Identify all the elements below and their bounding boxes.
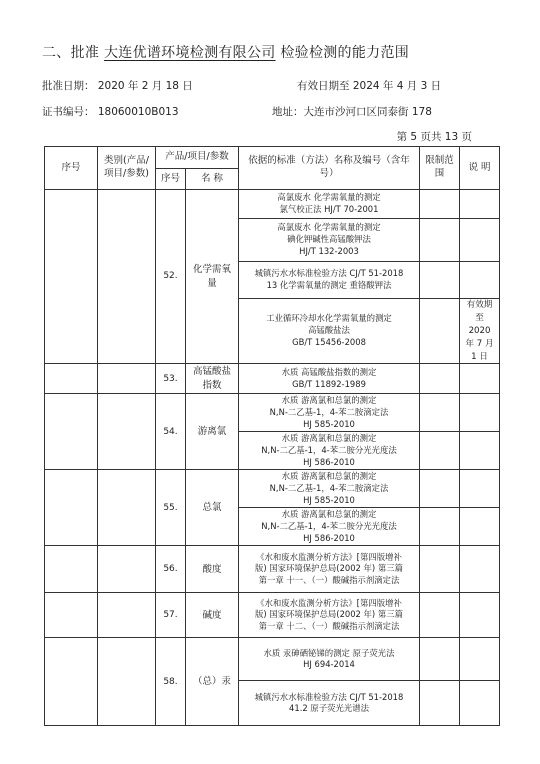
item-number: 58. — [156, 638, 186, 726]
page-counter: 第 5 页共 13 页 — [396, 131, 472, 143]
standard-line: 第一章 十一、（一）酸碱指示剂滴定法 — [258, 575, 400, 586]
standard-line: 版) 国家环境保护总局(2002 年) 第三篇 — [255, 563, 403, 574]
standard-cell — [239, 470, 420, 508]
note-cell — [460, 681, 500, 726]
standard-line: 水质 游离氯和总氯的测定 — [281, 509, 377, 520]
capability-table — [44, 146, 500, 726]
standard-line: 第一章 十二、（一）酸碱指示剂滴定法 — [258, 621, 400, 632]
seq-cell — [45, 638, 98, 726]
standard-cell — [239, 262, 420, 299]
address: 地址：大连市沙河口区同泰街 178 — [272, 106, 432, 118]
standard-line: HJ 586-2010 — [303, 532, 355, 543]
standard-line: 41.2 原子荧光光谱法 — [289, 703, 369, 714]
table-body — [45, 190, 500, 726]
limit-cell — [420, 299, 460, 364]
limit-cell — [420, 593, 460, 638]
standard-cell — [239, 394, 420, 432]
standard-cell — [239, 190, 420, 219]
header-sub-name: 名 称 — [186, 169, 239, 190]
category-cell — [98, 394, 156, 470]
note-cell — [460, 638, 500, 681]
standard-cell — [239, 681, 420, 726]
note-cell — [460, 190, 500, 219]
standard-line: 高氯废水 化学需氧量的测定 — [277, 192, 381, 203]
valid-until: 有效日期至 2024 年 4 月 3 日 — [297, 80, 442, 92]
standard-line: 《水和废水监测分析方法》[第四版增补 — [256, 597, 402, 608]
limit-cell — [420, 681, 460, 726]
standard-line: HJ 694-2014 — [303, 659, 355, 670]
header-limit: 限制范围 — [420, 147, 460, 190]
standard-line: 13 化学需氧量的测定 重铬酸钾法 — [266, 280, 392, 290]
category-cell — [98, 546, 156, 593]
header-note: 说 明 — [460, 147, 500, 190]
limit-cell — [420, 190, 460, 219]
seq-cell — [45, 364, 98, 394]
page-title — [42, 42, 512, 62]
standard-line: 水质 游离氯和总氯的测定 — [281, 395, 377, 406]
standard-cell — [239, 299, 420, 364]
standard-line: 城镇污水水标准检验方法 CJ/T 51-2018 — [254, 268, 404, 279]
category-cell — [98, 638, 156, 726]
limit-cell — [420, 262, 460, 299]
category-cell — [98, 190, 156, 364]
table-row — [45, 470, 500, 508]
seq-cell — [45, 593, 98, 638]
item-number: 56. — [156, 546, 186, 593]
standard-line: 水质 高锰酸盐指数的测定 — [281, 367, 377, 378]
item-name: （总）汞 — [186, 638, 239, 726]
seq-cell — [45, 546, 98, 593]
standard-line: 城镇污水水标准检验方法 CJ/T 51-2018 — [254, 691, 404, 702]
standard-cell — [239, 432, 420, 470]
note-cell — [460, 546, 500, 593]
limit-cell — [420, 470, 460, 508]
item-name: 总氯 — [186, 470, 239, 546]
item-number: 55. — [156, 470, 186, 546]
seq-cell — [45, 190, 98, 364]
cert-number: 证书编号： 18060010B013 — [42, 106, 179, 118]
limit-cell — [420, 638, 460, 681]
standard-line: HJ 585-2010 — [303, 418, 355, 429]
standard-cell — [239, 546, 420, 593]
item-number: 54. — [156, 394, 186, 470]
limit-cell — [420, 394, 460, 432]
standard-line: 版) 国家环境保护总局(2002 年) 第三篇 — [255, 609, 403, 620]
standard-line: HJ 585-2010 — [303, 494, 355, 505]
limit-cell — [420, 364, 460, 394]
standard-line: 氯气校正法 HJ/T 70-2001 — [279, 204, 379, 214]
item-name: 高锰酸盐指数 — [186, 364, 239, 394]
standard-line: 水质 游离氯和总氯的测定 — [281, 433, 377, 444]
header-category: 类别(产品/项目/参数) — [98, 147, 156, 190]
standard-cell — [239, 638, 420, 681]
limit-cell — [420, 546, 460, 593]
standard-cell — [239, 593, 420, 638]
table-row — [45, 546, 500, 593]
standard-cell — [239, 219, 420, 262]
item-name: 酸度 — [186, 546, 239, 593]
item-number: 53. — [156, 364, 186, 394]
header-seq: 序号 — [45, 147, 98, 190]
item-name: 化学需氧量 — [186, 190, 239, 364]
table-row — [45, 394, 500, 432]
category-cell — [98, 470, 156, 546]
table-row — [45, 638, 500, 681]
standard-line: N,N-二乙基-1，4-苯二胺分光光度法 — [261, 444, 397, 455]
item-name: 游离氯 — [186, 394, 239, 470]
note-cell — [460, 470, 500, 508]
limit-cell — [420, 508, 460, 546]
standard-line: 碘化钾碱性高锰酸钾法 — [287, 234, 371, 245]
seq-cell — [45, 470, 98, 546]
header-standard: 依据的标准（方法）名称及编号（含年号） — [239, 147, 420, 190]
standard-line: N,N-二乙基-1，4-苯二胺滴定法 — [269, 406, 389, 417]
standard-line: 《水和废水监测分析方法》[第四版增补 — [256, 551, 402, 562]
standard-line: HJ/T 132-2003 — [299, 245, 359, 256]
table-row — [45, 364, 500, 394]
note-cell — [460, 364, 500, 394]
note-cell: 有效期至 2020 年 7 月 1 日 — [460, 299, 500, 364]
note-cell — [460, 432, 500, 470]
standard-line: GB/T 15456-2008 — [292, 337, 366, 348]
item-number: 57. — [156, 593, 186, 638]
title-suffix: 检验检测的能力范围 — [280, 45, 410, 61]
standard-line: N,N-二乙基-1，4-苯二胺滴定法 — [269, 482, 389, 493]
standard-cell — [239, 508, 420, 546]
standard-line: 水质 汞砷硒铋锑的测定 原子荧光法 — [263, 647, 395, 658]
title-prefix: 二、批准 — [42, 45, 100, 61]
standard-line: 工业循环冷却水化学需氧量的测定 — [266, 313, 392, 324]
standard-cell — [239, 364, 420, 394]
standard-line: N,N-二乙基-1，4-苯二胺分光光度法 — [261, 520, 397, 531]
header-sub-seq: 序号 — [156, 169, 186, 190]
note-cell — [460, 219, 500, 262]
standard-line: GB/T 11892-1989 — [292, 378, 366, 389]
limit-cell — [420, 219, 460, 262]
standard-line: 高锰酸盐法 — [308, 325, 350, 336]
item-name: 碱度 — [186, 593, 239, 638]
category-cell — [98, 364, 156, 394]
table-row — [45, 190, 500, 219]
category-cell — [98, 593, 156, 638]
note-cell — [460, 262, 500, 299]
note-cell — [460, 593, 500, 638]
standard-line: 高氯废水 化学需氧量的测定 — [277, 222, 381, 233]
limit-cell — [420, 432, 460, 470]
note-cell — [460, 394, 500, 432]
approval-date: 批准日期： 2020 年 2 月 18 日 — [42, 80, 193, 92]
company-name: 大连优谱环境检测有限公司 — [103, 45, 276, 61]
seq-cell — [45, 394, 98, 470]
header-product-group: 产品/项目/参数 — [156, 147, 239, 169]
standard-line: HJ 586-2010 — [303, 456, 355, 467]
standard-line: 水质 游离氯和总氯的测定 — [281, 471, 377, 482]
table-row — [45, 593, 500, 638]
item-number: 52. — [156, 190, 186, 364]
note-cell — [460, 508, 500, 546]
